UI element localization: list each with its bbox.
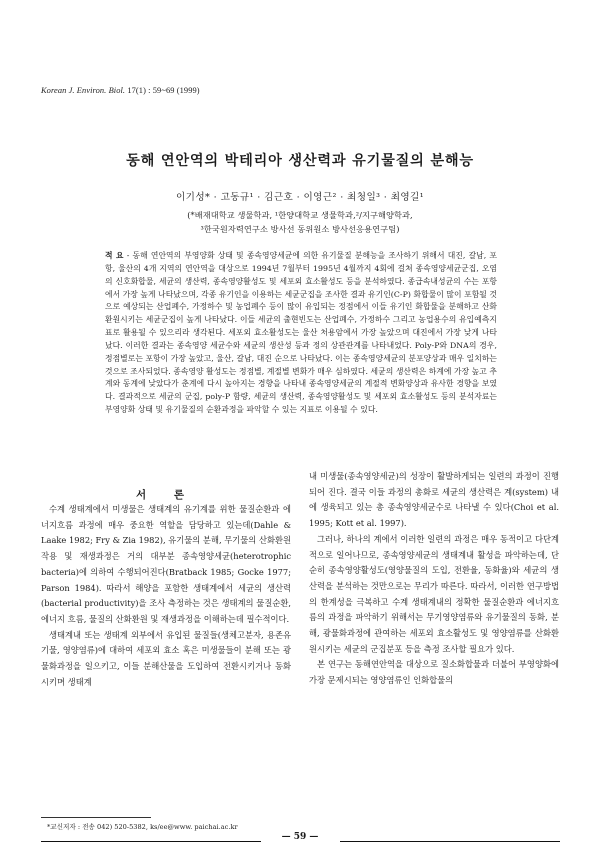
journal-volume-pages: 17(1) : 59~69 (1999) [125, 86, 200, 95]
author-list: 이기성* · 고동규¹ · 김근호 · 이영근² · 최청일³ · 최영길¹ [176, 192, 424, 203]
body-column-right [309, 469, 559, 689]
abstract [105, 250, 497, 417]
paragraph: 본 연구는 동해연안역을 대상으로 질소화합물과 더불어 부영양화에 가장 문제시되는 영양염류인 인화합물의 [309, 659, 559, 686]
footnote-divider [41, 817, 151, 818]
section-heading-introduction: 서 론 [136, 489, 196, 501]
affiliation-line-1: (*배재대학교 생물학과, ¹한양대학교 생물학과,²/지구해양학과, [187, 210, 413, 220]
page-number [0, 832, 600, 842]
affiliation-line-2: ³한국원자력연구소 방사선 동위원소 방사선응용연구팀) [200, 224, 400, 234]
body-column-left [41, 502, 291, 690]
paragraph: 생태계내 또는 생태계 외부에서 유입된 물질들(생체고분자, 용존유기물, 영양염류)에 대하여 세포외 효소 혹은 미생물들이 분해 또는 광물화과정을 일으키고, 이들 분해산물을 도입하여 전환시키거나 동화시키며 생태계 [41, 629, 291, 687]
journal-citation [41, 86, 200, 95]
page-number-text: — 59 — [277, 832, 324, 842]
paragraph: 내 미생물(종속영양세균)의 성장이 활발하게되는 일련의 과정이 진행되어 진다. 결국 이들 과정의 총화로 세균의 생산력은 계(system) 내에 생육되고 있는 총 종속영양세균수로 나타낼 수 있다(Choi et al. 1995; Kott et al. 1997). [309, 471, 559, 529]
abstract-label: 적 요 [105, 251, 124, 260]
abstract-text: - 동해 연안역의 부영양화 상태 및 종속영양세균에 의한 유기물질 분해능을 조사하기 위해서 대진, 갈남, 포항, 울산의 4개 지역의 연안역을 대상으로 1994년 7월부터 1995년 4월까지 4회에 걸쳐 종속영양세균군집, 오염의 신호화합물, 세균의 생산력, 종속영양활성도 및 세포외 효소활성도 등을 분석하였다. 종급속내성균의 수는 포항에서 가장 높게 나타났으며, 각종 유기인을 이용하는 세균군집을 조사한 결과 유기인(C-P) 화합물이 많이 포함될 것으로 예상되는 산업폐수, 가정하수 및 농업폐수 등이 많이 유입되는 정점에서 이들 유기인 화합물을 분해하고 산화환원시키는 세균군집이 높게 나타났다. 이들 세균의 출현빈도는 산업폐수, 가정하수 그리고 농업용수의 유입예측지표로 활용될 수 있으리라 생각된다. 세포외 효소활성도는 울산 처용암에서 가장 높았으며 대진에서 가장 낮게 나타났다. 이러한 결과는 종속영양 세균수와 세균의 생산성 등과 정의 상관관계를 나타내었다. Poly-P와 DNA의 경우, 정점별로는 포항이 가장 높았고, 울산, 갈남, 대진 순으로 나타났다. 이는 종속영양세균의 분포양상과 매우 일치하는 것으로 조사되었다. 종속영양 활성도는 정점별, 계절별 변화가 매우 심하였다. 세균의 생산력은 하계에 가장 높고 추계와 동계에 낮았다가 춘계에 다시 높아지는 경향을 나타내 종속영양세균의 계절적 변화양상과 유사한 경향을 보였다. 결과적으로 세균의 군집, poly-P 함량, 세균의 생산력, 종속영양활성도 및 세포외 효소활성도 등의 분석자료는 부영양화 상태 및 유기물질의 순환과정을 파악할 수 있는 지표로 이용될 수 있다. [105, 251, 497, 415]
journal-name: Korean J. Environ. Biol. [41, 86, 126, 95]
paragraph: 수계 생태계에서 미생물은 생태계의 유기계를 위한 물질순환과 에너지흐름 과정에 매우 중요한 역할을 담당하고 있는데(Dahle & Laake 1982; Fry & Zia 1982), 유기물의 분해, 무기물의 산화환원작용 및 재생과정은 거의 대부분 종속영양세균(heterotrophic bacteria)에 의하여 수행되어진다(Bratback 1985; Gocke 1977; Parson 1984). 따라서 해양을 포함한 생태계에서 세균의 생산력(bacterial productivity)을 조사 측정하는 것은 생태계의 물질순환, 에너지 흐름, 물질의 산화환원 및 재생과정을 이해하는데 필수적이다. [41, 504, 291, 624]
paper-title: 동해 연안역의 박테리아 생산력과 유기물질의 분해능 [126, 153, 474, 169]
paragraph: 그러나, 하나의 계에서 이러한 일련의 과정은 매우 동적이고 다단계적으로 일어나므로, 종속영양세균의 생태계내 활성을 파악하는데, 단순히 종속영양활성도(영양물질의 도입, 전환율, 동화율)와 세균의 생산력을 분석하는 것만으로는 무리가 따른다. 따라서, 이러한 연구방법의 한계성을 극복하고 수계 생태계내의 정확한 물질순환과 에너지흐름의 과정을 파악하기 위해서는 무기영양염류와 유기물질의 동화, 분해, 광물화과정에 관여하는 세포외 효소활성도 및 영양염류를 산화환원시키는 세균의 군집분포 등을 측정 조사할 필요가 있다. [309, 533, 559, 654]
footnote-corresponding-author: *교신저자 : 전송 042) 520-5382, ks/ee@www. paichai.ac.kr [47, 823, 238, 831]
